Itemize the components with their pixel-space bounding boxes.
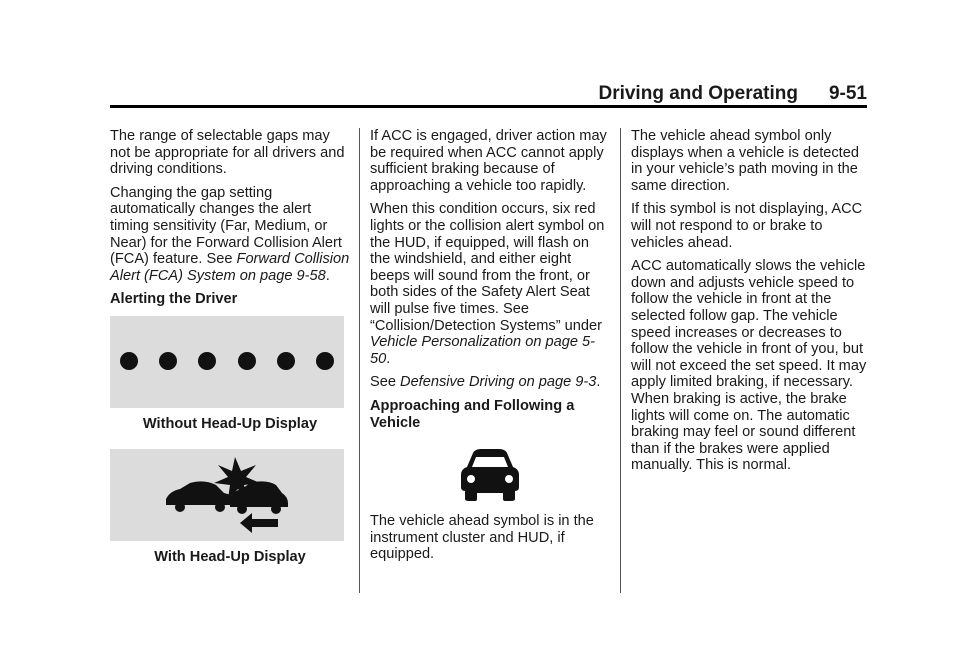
column-divider — [359, 128, 360, 593]
column-divider — [620, 128, 621, 593]
figure-with-hud — [110, 449, 344, 541]
figure-caption: Without Head-Up Display — [142, 415, 318, 432]
paragraph-end: . — [386, 350, 391, 367]
paragraph: The range of selectable gaps may not be appropriate for all drivers and driving conditions. — [110, 128, 345, 178]
cross-reference-link[interactable]: Defensive Driving on page 9-3 — [400, 374, 597, 391]
paragraph: The vehicle ahead symbol only displays when a vehicle is detected in your vehicle’s path moving in the same direction. — [631, 128, 859, 194]
paragraph-end: . — [596, 374, 601, 391]
alert-light-icon — [198, 352, 216, 370]
paragraph-text: See — [370, 374, 401, 391]
paragraph: If ACC is engaged, driver action may be required when ACC cannot apply sufficient braking because of approaching a vehicle too rapidly. — [370, 128, 607, 194]
six-red-lights-icon — [120, 352, 334, 370]
subheading: Alerting the Driver — [110, 291, 238, 308]
figure-caption: With Head-Up Display — [154, 548, 306, 565]
paragraph — [370, 374, 610, 391]
cross-reference-link[interactable]: Vehicle Personalization on page 5-50 — [370, 334, 595, 367]
subheading: Approaching and Following a Vehicle — [370, 397, 575, 431]
alert-light-icon — [316, 352, 334, 370]
paragraph-end: . — [325, 267, 330, 284]
page-header — [110, 83, 867, 108]
paragraph — [110, 185, 350, 285]
paragraph: ACC automatically slows the vehicle down and adjusts vehicle speed to follow the vehicle in front at the selected follow gap. The vehicle speed increases or decreases to follow the vehicle in front of you, but will not exceed the set speed. It may apply limited braking, if necessary. When braking is active, the brake lights will come on. The automatic braking may feel or sound different than if the brakes were applied manually. This is normal. — [631, 258, 867, 474]
alert-light-icon — [277, 352, 295, 370]
alert-light-icon — [159, 352, 177, 370]
paragraph-text: When this condition occurs, six red lights or the collision alert symbol on the HUD, if equipped, will flash on the windshield, and either eight beeps will sound from the front, or both sides of the Safety Alert Seat will pulse five times. See “Collision/Detection Systems” under — [370, 201, 605, 334]
paragraph: If this symbol is not displaying, ACC will not respond to or brake to vehicles ahead. — [631, 201, 863, 251]
figure-without-hud — [110, 316, 344, 408]
column-left — [110, 128, 350, 581]
vehicle-ahead-icon — [459, 449, 521, 501]
paragraph: The vehicle ahead symbol is in the instrument cluster and HUD, if equipped. — [370, 513, 594, 563]
paragraph — [370, 201, 610, 367]
column-right — [631, 128, 867, 481]
alert-light-icon — [238, 352, 256, 370]
cross-reference-link[interactable]: Forward Collision Alert (FCA) System on page 9-58 — [110, 251, 350, 284]
page-number: 9-51 — [828, 83, 867, 104]
alert-light-icon — [120, 352, 138, 370]
paragraph-text: Changing the gap setting automatically changes the alert timing sensitivity (Far, Medium, or Near) for the Forward Collision Alert (FCA) feature. See — [110, 184, 342, 268]
section-title: Driving and Operating — [598, 83, 798, 104]
column-middle — [370, 128, 610, 570]
collision-alert-icon — [110, 449, 344, 541]
